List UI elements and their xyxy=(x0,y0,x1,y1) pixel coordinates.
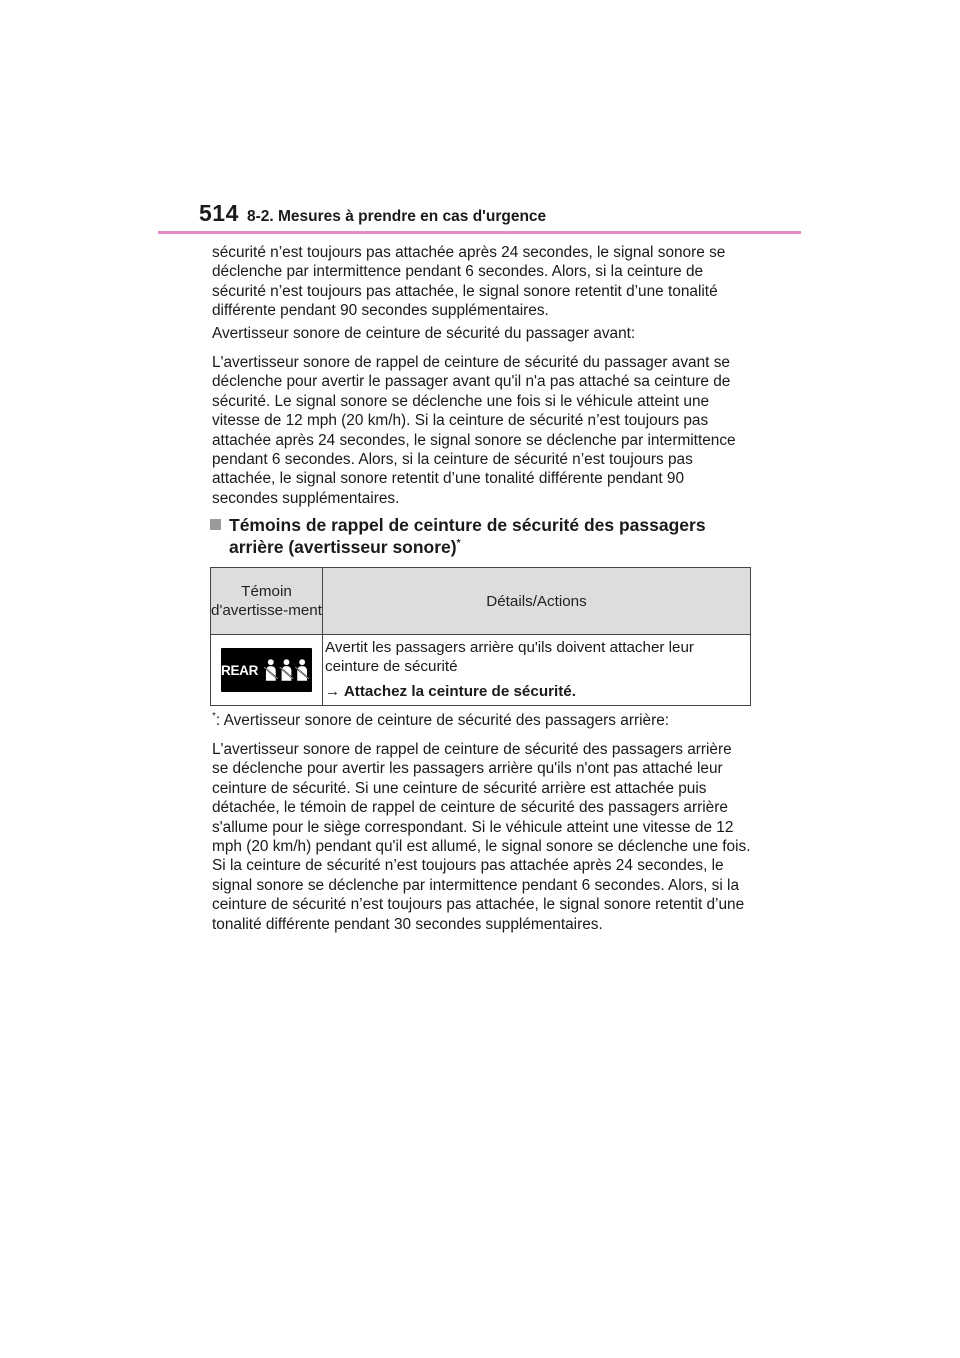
section-title: 8-2. Mesures à prendre en cas d'urgence xyxy=(247,208,547,225)
table-header-details: Détails/Actions xyxy=(323,568,751,635)
table-cell-icon xyxy=(211,635,323,706)
table-row xyxy=(211,635,751,706)
warning-light-table xyxy=(210,567,751,706)
table-header-row xyxy=(211,568,751,635)
action-text: Attachez la ceinture de sécurité. xyxy=(343,683,576,700)
rear-icon-label: REAR xyxy=(221,662,259,678)
action-line xyxy=(325,682,744,701)
table-header-icon: Témoin d'avertisse-ment xyxy=(211,568,323,635)
body-paragraph: Avertisseur sonore de ceinture de sécurité du passager avant: xyxy=(212,325,636,342)
arrow-right-icon: → xyxy=(325,683,341,700)
footnote-text: : Avertisseur sonore de ceinture de sécurité des passagers arrière: xyxy=(215,712,670,729)
footnote-marker: * xyxy=(456,537,461,549)
table-cell-details xyxy=(323,635,751,706)
heading-bullet-icon xyxy=(210,519,221,530)
body-paragraph: sécurité n’est toujours pas attachée après 24 secondes, le signal sonore se déclenche par intermittence pendant 6 secondes. Alors, si la ceinture de sécurité n’est toujours pas attachée, le signal sonore retentit d’une tonalité différente pendant 90 secondes supplémentaires. xyxy=(212,244,726,320)
details-text: Avertit les passagers arrière qu'ils doivent attacher leur ceinture de sécurité xyxy=(325,639,694,675)
footnote xyxy=(212,711,752,730)
seat-occupants-icon xyxy=(263,657,312,683)
header-rule xyxy=(158,231,801,234)
body-paragraph: L'avertisseur sonore de rappel de ceinture de sécurité des passagers arrière se déclenche pour avertir les passagers arrière qu'ils n'ont pas attaché leur ceinture de sécurité. Si une ceinture de sécurité arrière est attachée puis détachée, le témoin de rappel de ceinture de sécurité des passagers arrière s'allume pour le siège correspondant. Si le véhicule atteint une vitesse de 12 mph (20 km/h) pendant qu'il est allumé, le signal sonore se déclenche une fois. Si la ceinture de sécurité n’est toujours pas attachée après 24 secondes, le signal sonore se déclenche par intermittence pendant 6 secondes. Alors, si la ceinture de sécurité n’est toujours pas attachée, le signal sonore retentit d’une tonalité différente pendant 30 secondes supplémentaires. xyxy=(212,741,751,933)
footnote-marker: * xyxy=(212,710,216,722)
body-paragraph: L'avertisseur sonore de rappel de ceinture de sécurité du passager avant se déclenche pour avertir le passager avant qu'il n'a pas attaché sa ceinture de sécurité. Le signal sonore se déclenche une fois si le véhicule atteint une vitesse de 12 mph (20 km/h). Si la ceinture de sécurité n’est toujours pas attachée après 24 secondes, le signal sonore se déclenche par intermittence pendant 6 secondes. Alors, si la ceinture de sécurité n’est toujours pas attachée, le signal sonore retentit d’une tonalité différente pendant 90 secondes supplémentaires. xyxy=(212,354,736,507)
heading-text: Témoins de rappel de ceinture de sécurité des passagers arrière (avertisseur sonore)* xyxy=(229,515,706,557)
rear-seatbelt-reminder-icon xyxy=(221,648,312,692)
page-number: 514 xyxy=(199,200,239,226)
